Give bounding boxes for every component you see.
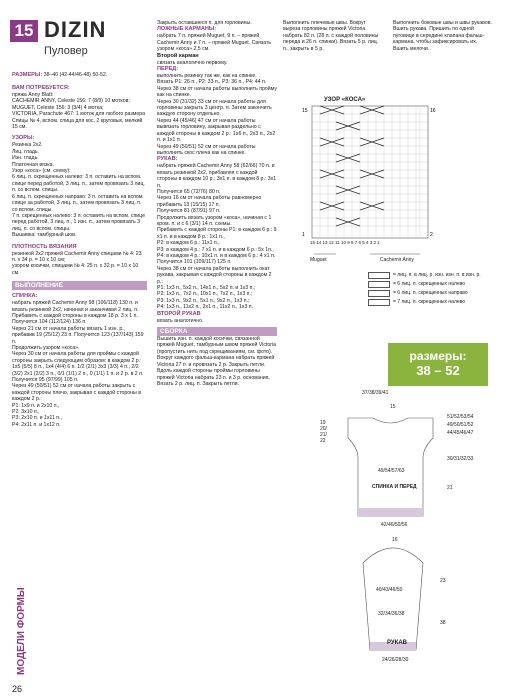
schema-right-1: 51/52/53/54 (447, 414, 474, 420)
chart-cachemir-label: Cachemir Anny (380, 257, 414, 263)
schema-piece-label: СПИНКА И ПЕРЕД (372, 484, 417, 490)
chart-legend (368, 271, 481, 307)
legend-text-3: = 6 лиц. п. скрещенных направо (393, 290, 468, 296)
cross-7-icon (368, 299, 390, 306)
right-row-top: 16 (430, 108, 436, 114)
side-vertical-text-container (14, 555, 28, 675)
chart-muguet-label: Muguet (310, 257, 327, 263)
row-label-bottom: 1 (302, 232, 305, 238)
pocket2-text: связать аналогично первому. (157, 59, 228, 66)
sleeve-text: набрать пряжей Cachemir Anny 58 (62/66) 70 п. и вязать резинкой 2х2, прибавляя с каждой стороны в каждом 10 р.: 3х1 п. в каждом 8 р.: 3х1 п. Получится 65 (72/76) 80 п. Через 16 см от начала работы равномерно прибавить 13 (15/15) 17 п. Получится 81 (87/91) 97 п. Продолжить вязать узором «коса», начиная с 1 кром. п. и с 6 (3/1) 14 п. схемы. Прибавить с каждой стороны Р1: в каждом 6 р.: 9 х1 п. и в каждом 8 р.: 1х1 п., Р2: в каждом 6 р.: 11х1 п., Р3: в каждом 4 р.: 7 х1 п. и в каждом 6 р.: 5х 1п., Р4: в каждом 4 р.: 10х1 п. и в каждом 6 р.: 4 х1 п. Получится 101 (109/117) 125 п. Через 38 см от начала работы выполнить окат рукава, закрывая с каждой стороны в каждом 2 р.: Р1: 1х3 п., 5х2 п., 14х1 п., 5х2 п. и 1х3 п.; Р2: 1х3 п., 7х2 п., 10х1 п., 7х2 п., 1х3 п.; Р3: 1х3 п., 9х2 п., 5х1 п., 9х2 п., 1х3 п.; Р4: 1х3 п., 11х2 п., 2х1 п., 11х2 п., 1х3 п. (157, 163, 277, 311)
schema-bottom-width: 42/46/50/56 (381, 522, 408, 528)
cable-pattern-chart (300, 102, 440, 272)
sleeve2-label: ВТОРОЙ РУКАВ (157, 310, 201, 317)
garment-title: Пуловер (44, 45, 88, 57)
cross-right-icon (368, 290, 390, 297)
front-label: ПЕРЕД: (157, 66, 179, 73)
schema-neck: 15 (390, 404, 396, 410)
pattern-number-badge: 15 (10, 20, 38, 42)
schema-sleeve-bottom: 24/26/28/30 (382, 657, 409, 663)
schema-left-heights: 19 20/ 21/ 22 (320, 420, 327, 444)
schema-sleeve-label: РУКАВ (387, 640, 407, 646)
sizes-banner-line1: размеры: (409, 349, 467, 363)
patterns-text: Резинка 2х2. Лиц. гладь. Изн. гладь. Платочная вязка. Узор «коса» (см. схему): 6 лиц. п. скрещенных налево: 3 п. оставить на вспом. спице перед работой, 3 лиц. п., затем провязать 3 лиц. п. со вспом. спицы. 6 лиц. п. скрещенных направо: 3 п. оставить на вспом. спице за работой, 3 лиц. п., затем провязать 3 лиц. п. со вспом. спицы. 7 п. скрещенных налево: 3 п. оставить на вспом. спице перед работой, 3 лиц. п., 1 изн. п., затем провязать 3 лиц. п. со вспом. спицы. Вышивка: тамбурный шов. (12, 142, 145, 239)
schema-sleeve-h2: 38 (440, 620, 446, 626)
legend-text-2: = 6 лиц. п. скрещенных налево (393, 281, 466, 287)
section-assembly: СБОРКА (157, 327, 277, 336)
sizes-banner (388, 343, 488, 386)
schema-right-4: 30/31/32/33 (447, 456, 474, 462)
row-label-top: 15 (302, 108, 308, 114)
front-text: выполнить резинку так же, как на спинке. Вязать Р1: 26 п., Р2: 33 п., Р3: 36 п., Р4: 44 п. Через 38 см от начала работы выполнить пройму как на спинке. Через 30 (31/32) 33 см от начала работы для горловины закрыть 3 центр. п. Затем закончить каждую сторону отдельно. Через 44 (45/46) 47 см от начала работы вывязать горловину, закрывая раздельно с каждой стороны в каждом 2 р.: 1х6 п., 2х3 п., 2х2 п. и 1х1 п. Через 49 (50/51) 52 см от начала работы выполнить скос плеча как на спинке. (157, 73, 277, 156)
right-row-bottom: 2 (430, 232, 433, 238)
column-1 (12, 72, 147, 428)
chart-title: УЗОР «КОСА» (324, 97, 366, 103)
schema-sleeve-top: 16 (392, 537, 398, 543)
cross-left-icon (368, 281, 390, 288)
sizes-banner-line2: 38 – 52 (416, 363, 460, 378)
pockets-text: набрать 7 п. пряжей Muguet, 9 п. – пряжей Cachemir Anny и 7 п. – пряжей Muguet. Связать узором «коса» 2,5 см. (157, 33, 272, 53)
legend-row-2 (368, 280, 481, 289)
schema-sleeve-h1: 23 (440, 578, 446, 584)
schema-right-5: 21 (447, 485, 453, 491)
legend-row-3 (368, 289, 481, 298)
body-outline (348, 418, 433, 516)
schema-mid-width: 49/54/57/63 (378, 468, 405, 474)
col2-intro: Закрыть оставшиеся п. для горловины. (157, 20, 252, 26)
legend-row-1 (368, 271, 481, 280)
sleeve2-text: вязать аналогично. (157, 317, 204, 324)
schema-right-2: 49/50/51/52 (447, 422, 474, 428)
back-label: СПИНКА: (12, 293, 38, 300)
materials-label: ВАМ ПОТРЕБУЕТСЯ: (12, 85, 70, 91)
legend-text-4: = 7 лиц. п. скрещенных налево (393, 299, 466, 305)
section-execution: ВЫПОЛНЕНИЕ (12, 281, 147, 290)
schema-right-3: 44/45/46/47 (447, 430, 474, 436)
assembly-text: Вышить изн. п. каждой косички, связанной пряжей Muguet, тамбурным швом пряжей Victoria (пропустить нить под скрещиваниям, см. фото). Вокруг каждого фальш-кармана набрать пряжей Victoria 27 п. и провязать 2 р. Закрыть петли. Вдоль каждой стороны проймы горловины пряжей Victoria набрать 23 п. и 3 р. основания. Вязать 2 р. лиц. п. Закрыть петли. (157, 336, 277, 387)
garment-schematic (318, 398, 498, 698)
schema-sleeve-width: 40/43/46/50 (376, 587, 403, 593)
side-vertical-text: МОДЕЛИ ФОРМЫ (16, 587, 27, 675)
brand-title: DIZIN (44, 17, 107, 42)
materials-text: пряжа Anny Blatt: CACHEMIR ANNY, Celeste 156: 7 (8/9) 10 мотков; MUGUET, Celeste 156: 3 (3/4) 4 мотка; VICTORIA, Parachute 467: 1 моток для любого размера Спицы № 4, вспом. спица для кос, 2 круговых, мелкий 15 см. (12, 92, 145, 131)
column-4-text: Выполнить боковые швы и швы рукавов. Вшить рукава. Пришить по одной пуговице в середине клапана фальш-кармана, чтобы зафиксировать их. Вшить мелочи. (393, 20, 492, 52)
legend-row-4 (368, 298, 481, 307)
chart-stitch-numbers: 15 14 13 12 11 10 9 8 7 6 5 4 3 2 1 (310, 240, 380, 245)
sleeve-label: РУКАВ: (157, 156, 178, 163)
density-label: ПЛОТНОСТЬ ВЯЗАНИЯ (12, 243, 77, 250)
pockets-label: ЛОЖНЫЕ КАРМАНЫ: (157, 26, 217, 33)
pocket2-label: Второй карман (157, 52, 199, 59)
left-accent-bar (0, 0, 8, 700)
page-number: 26 (12, 684, 23, 694)
column-2 (157, 20, 277, 387)
back-text: набрать пряжей Cachemir Anny 98 (106/118) 130 п. и вязать резинкой 2х2, начиная и заканчивая 2 лиц. п. Прибавить с каждой стороны в каждом 18 р. 3 х 1 п. Получится 104 (112/124) 136 п. Через 21 см от начала работы вязать 1 изн. р., прибавив 19 (25/12) 23 п. Получится 123 (137/143) 159 п. Продолжить узором «коса». Через 30 см от начала работы для проймы с каждой стороны закрыть следующим образом: в каждом 2 р.: 1х5 (5/5) 8 п., 1х4 (4/4) 6 п. 1/2 (2/1) 3х3 (3/3) 4 п., 2/2 (3/2) 2х1 (2/2) 3 п., 0/1 (1/1) 2 п., 0 (1/1) 1 п. и 2 р. в 2 п. Получится 95 (97/99) 105 п. Через 49 (50/51) 52 см от начала работы закрыть с каждой стороны плечо, закрывая с каждой стороны в каждом 2 р.: Р1: 1х9 п. и 2х10 п., Р2: 3х10 п., Р3: 2х10 п. и 1х11 п., Р4: 2х11 п. и 1х12 п. (12, 300, 144, 428)
schema-top-width: 37/38/39/41 (362, 390, 389, 396)
density-text: резинкой 2х2 пряжей Cachemir Anny спицами № 4: 23 п. х 34 р. = 10 х 10 см; узором косички, спицами № 4: 25 п. х 32 р. = 10 х 10 см. (12, 250, 142, 276)
column-3-text: Выполнить плечевые швы. Вокруг выреза горловины пряжей Victoria набрать 82 п. (28 п. с каждой половины переда и 26 п. спинки). Вязать 5 р. лиц. п., закрыть в 5 р. (283, 20, 379, 52)
sizes-label: РАЗМЕРЫ: (12, 72, 43, 78)
schema-sleeve-width2: 32/34/36/38 (378, 611, 405, 617)
plain-square-icon (368, 272, 390, 279)
patterns-label: УЗОРЫ: (12, 135, 35, 142)
sizes-value: 38–40 (42-44/46-48) 50-52. (43, 72, 108, 78)
legend-text-1: = лиц. п. в лиц. р. изн. изн. п. в изн. р. (393, 272, 481, 278)
sleeve-outline (363, 548, 423, 650)
